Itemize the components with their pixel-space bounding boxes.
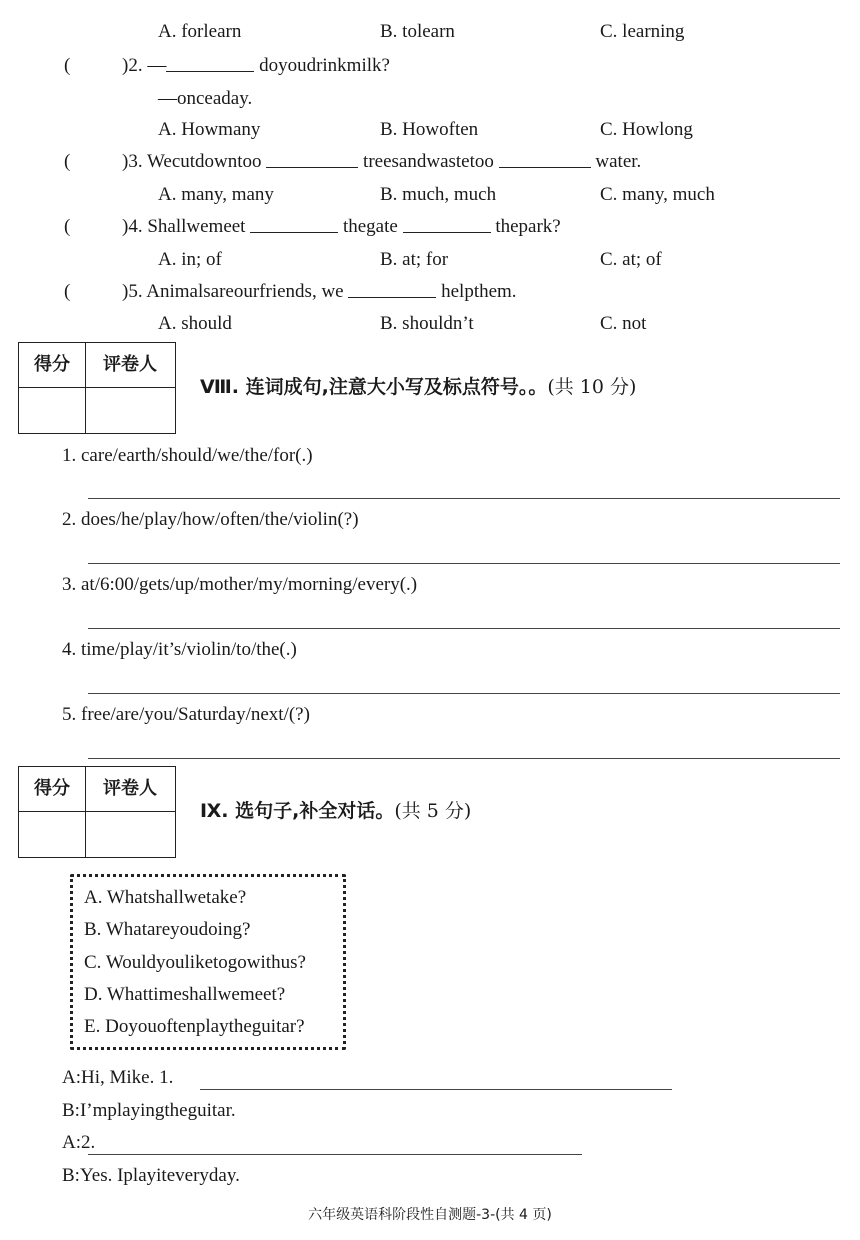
section9-points: (共 5 分): [394, 800, 472, 822]
score-table-section9: [18, 766, 176, 858]
choice-d: D. Whattimeshallwemeet?: [84, 984, 286, 1005]
q5-end: helpthem.: [436, 281, 517, 302]
s8-answer-line-1[interactable]: [88, 498, 840, 499]
section9-title: Ⅸ. 选句子,补全对话。: [200, 800, 395, 822]
s8-item-4: 4. time/play/it’s/violin/to/the(.): [62, 639, 297, 660]
q5-number: )5. Animalsareourfriends, we: [122, 281, 344, 302]
q3-end: water.: [590, 151, 642, 172]
q1-option-a: A. forlearn: [158, 21, 242, 42]
dialogue-answer-line-1[interactable]: [200, 1089, 672, 1090]
section8-title: Ⅷ. 连词成句,注意大小写及标点符号。。: [200, 376, 548, 398]
q4-option-a: A. in; of: [158, 249, 222, 270]
dialogue-line-1: [62, 1068, 173, 1087]
choice-a: A. Whatshallwetake?: [84, 887, 247, 908]
q2-option-a: A. Howmany: [158, 119, 261, 140]
dialogue-text: 2.: [81, 1132, 96, 1153]
q2-paren: (: [64, 55, 71, 76]
choice-c: C. Wouldyouliketogowithus?: [84, 952, 306, 973]
s8-item-2: 2. does/he/play/how/often/the/violin(?): [62, 509, 359, 530]
q4-option-b: B. at; for: [380, 249, 449, 270]
score-label: 得分: [34, 354, 70, 375]
q4-option-c: C. at; of: [600, 249, 662, 270]
q3-option-b: B. much, much: [380, 184, 497, 205]
speaker: A:: [62, 1067, 81, 1088]
score-cell[interactable]: [19, 812, 85, 857]
q4-number: )4. Shallwemeet: [122, 216, 246, 237]
q3-option-a: A. many, many: [158, 184, 274, 205]
choice-b: B. Whatareyoudoing?: [84, 919, 251, 940]
s8-answer-line-4[interactable]: [88, 693, 840, 694]
q2-option-c: C. Howlong: [600, 119, 693, 140]
speaker: B:: [62, 1100, 80, 1121]
q4-mid: thegate: [338, 216, 403, 237]
q4-end: thepark?: [490, 216, 561, 237]
q3-number: )3. Wecutdowntoo: [122, 151, 262, 172]
q4-stem: [122, 217, 561, 236]
q4-blank-1[interactable]: [250, 231, 338, 233]
grader-cell[interactable]: [86, 812, 175, 857]
speaker: B:: [62, 1165, 80, 1186]
q3-mid: treesandwastetoo: [358, 151, 499, 172]
q3-option-c: C. many, much: [600, 184, 715, 205]
q5-stem: [122, 282, 517, 301]
s8-answer-line-2[interactable]: [88, 563, 840, 564]
q1-option-b: B. tolearn: [380, 21, 455, 42]
choice-e: E. Doyouoftenplaytheguitar?: [84, 1016, 305, 1037]
score-table-section8: [18, 342, 176, 434]
dialogue-line-2: [62, 1101, 236, 1120]
q2-blank[interactable]: [166, 70, 254, 72]
q2-number: )2. —: [122, 55, 167, 76]
grader-cell[interactable]: [86, 388, 175, 433]
section9-heading: [200, 802, 471, 821]
q3-paren: (: [64, 151, 71, 172]
q5-blank[interactable]: [348, 296, 436, 298]
q1-option-c: C. learning: [600, 21, 685, 42]
q3-blank-1[interactable]: [266, 166, 358, 168]
q5-option-c: C. not: [600, 313, 647, 334]
q3-stem: [122, 152, 641, 171]
q2-option-b: B. Howoften: [380, 119, 479, 140]
dialogue-text: I’mplayingtheguitar.: [79, 1100, 236, 1121]
q5-paren: (: [64, 281, 71, 302]
q2-reply: —onceaday.: [158, 88, 253, 109]
s8-item-1: 1. care/earth/should/we/the/for(.): [62, 445, 313, 466]
dialogue-answer-line-2[interactable]: [88, 1154, 582, 1155]
page-footer: 六年级英语科阶段性自测题-3-(共 4 页): [308, 1207, 552, 1223]
score-cell[interactable]: [19, 388, 85, 433]
section8-points: (共 10 分): [547, 376, 637, 398]
s8-answer-line-5[interactable]: [88, 758, 840, 759]
dialogue-line-3: [62, 1133, 95, 1152]
s8-item-5: 5. free/are/you/Saturday/next/(?): [62, 704, 310, 725]
section8-heading: [200, 378, 636, 397]
s8-answer-line-3[interactable]: [88, 628, 840, 629]
q3-blank-2[interactable]: [499, 166, 591, 168]
q4-paren: (: [64, 216, 71, 237]
s8-item-3: 3. at/6:00/gets/up/mother/my/morning/every(.): [62, 574, 418, 595]
q4-blank-2[interactable]: [403, 231, 491, 233]
grader-label: 评卷人: [103, 354, 157, 375]
score-label: 得分: [34, 778, 70, 799]
speaker: A:: [62, 1132, 81, 1153]
dialogue-text: Hi, Mike. 1.: [81, 1067, 174, 1088]
q5-option-a: A. should: [158, 313, 232, 334]
q2-stem: [122, 56, 390, 75]
grader-label: 评卷人: [103, 778, 157, 799]
dialogue-line-4: [62, 1166, 240, 1185]
dialogue-text: Yes. Iplayiteveryday.: [79, 1165, 240, 1186]
q2-text: doyoudrinkmilk?: [254, 55, 390, 76]
q5-option-b: B. shouldn’t: [380, 313, 474, 334]
